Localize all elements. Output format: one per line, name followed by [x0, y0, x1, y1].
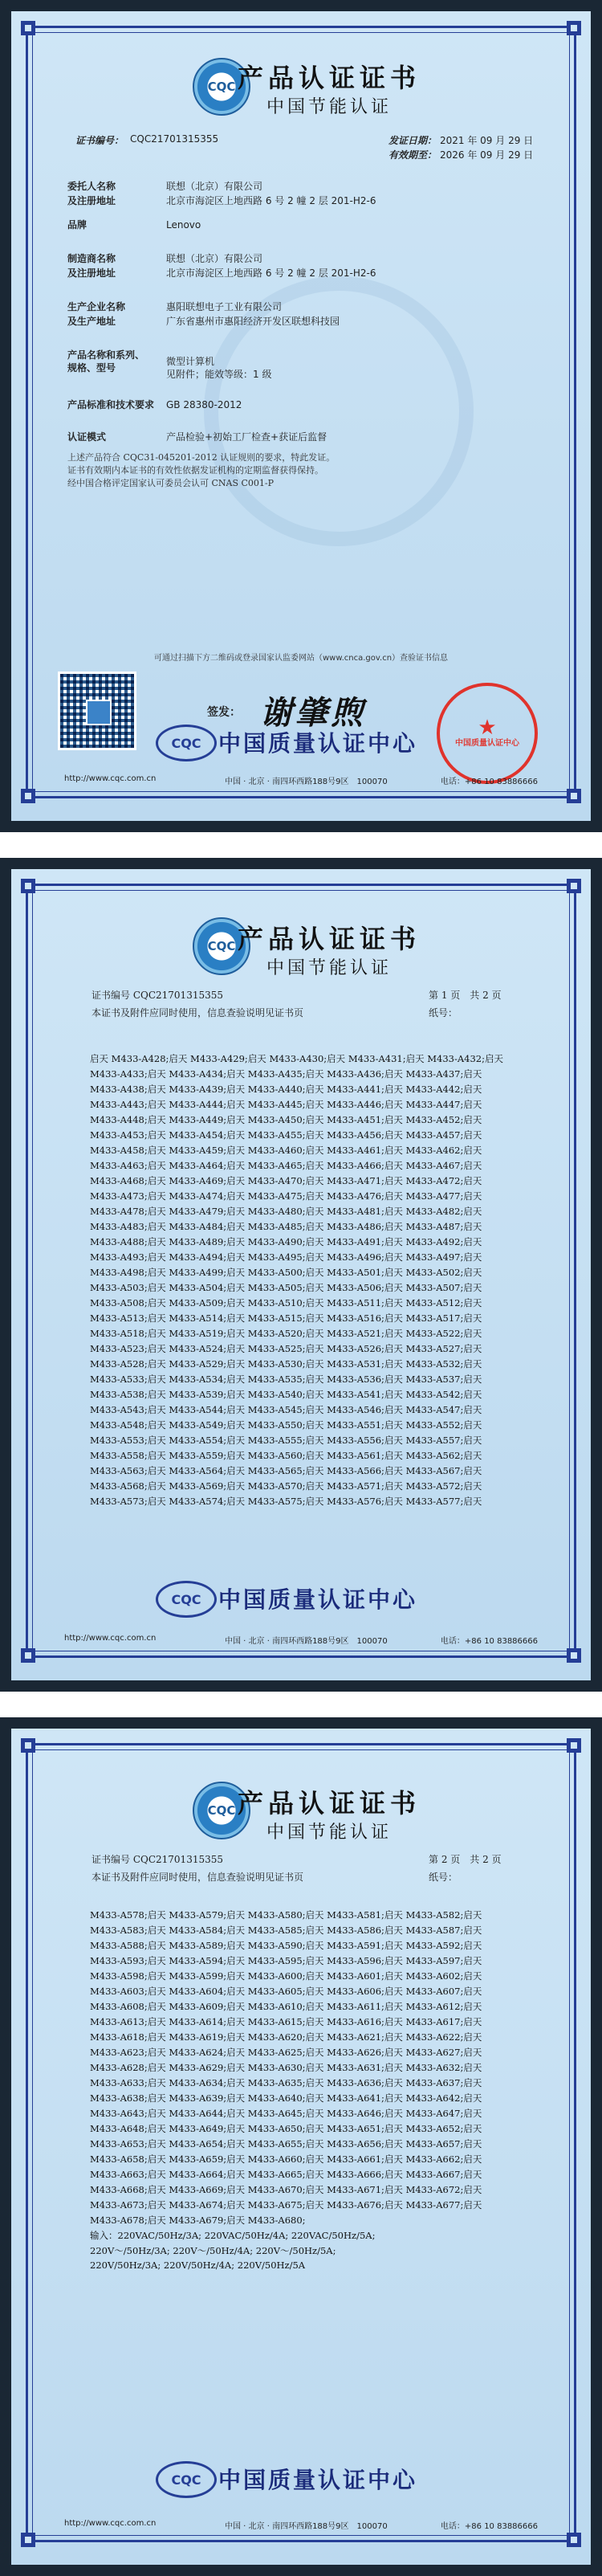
model-line: M433-A643;启天 M433-A644;启天 M433-A645;启天 M433-A646;启天 M433-A647;启天: [90, 2108, 482, 2119]
model-line: M433-A548;启天 M433-A549;启天 M433-A550;启天 M433-A551;启天 M433-A552;启天: [90, 1419, 482, 1431]
model-line: M433-A558;启天 M433-A559;启天 M433-A560;启天 M433-A561;启天 M433-A562;启天: [90, 1450, 482, 1461]
model-line: M433-A583;启天 M433-A584;启天 M433-A585;启天 M433-A586;启天 M433-A587;启天: [90, 1925, 482, 1936]
certificate-subtitle: 中国节能认证: [266, 1823, 392, 1843]
cqc-logo: CQC: [156, 1581, 217, 1618]
paper-number-label: 纸号：: [429, 1872, 458, 1883]
model-line: 输入：220VAC/50Hz/3A; 220VAC/50Hz/4A; 220VAC/50Hz/5A;: [90, 2230, 376, 2241]
corner-ornament: [567, 879, 581, 893]
cert-number-label: 证书编号：: [75, 135, 124, 146]
qr-code[interactable]: [58, 672, 136, 750]
field-value: 联想（北京）有限公司: [166, 253, 263, 264]
field-label: 委托人名称: [67, 181, 116, 192]
model-line: M433-A518;启天 M433-A519;启天 M433-A520;启天 M433-A521;启天 M433-A522;启天: [90, 1328, 482, 1339]
certificate-page: [0, 0, 602, 832]
model-line: M433-A483;启天 M433-A484;启天 M433-A485;启天 M433-A486;启天 M433-A487;启天: [90, 1221, 482, 1232]
footer-phone: 电话：+86 10 83886666: [440, 2522, 538, 2531]
model-line: M433-A578;启天 M433-A579;启天 M433-A580;启天 M433-A581;启天 M433-A582;启天: [90, 1909, 482, 1921]
field-label: 品牌: [67, 219, 87, 231]
field-label: 生产企业名称: [67, 301, 126, 312]
corner-ornament: [567, 21, 581, 35]
model-list: [90, 1052, 555, 1510]
model-line: M433-A458;启天 M433-A459;启天 M433-A460;启天 M433-A461;启天 M433-A462;启天: [90, 1145, 482, 1156]
field-value: 见附件；能效等级：1 级: [166, 369, 272, 380]
model-line: 启天 M433-A428;启天 M433-A429;启天 M433-A430;启天 M433-A431;启天 M433-A432;启天: [90, 1053, 503, 1064]
corner-ornament: [21, 879, 35, 893]
model-line: M433-A508;启天 M433-A509;启天 M433-A510;启天 M433-A511;启天 M433-A512;启天: [90, 1297, 482, 1308]
model-line: M433-A613;启天 M433-A614;启天 M433-A615;启天 M433-A616;启天 M433-A617;启天: [90, 2016, 482, 2027]
field-label: 产品标准和技术要求: [67, 399, 155, 410]
model-line: 220V/50Hz/3A; 220V/50Hz/4A; 220V/50Hz/5A: [90, 2260, 306, 2271]
footer-url[interactable]: http://www.cqc.com.cn: [64, 1634, 157, 1643]
certificate-sheet: [11, 11, 591, 821]
corner-ornament: [21, 21, 35, 35]
field-value: GB 28380-2012: [166, 399, 242, 410]
model-line: M433-A488;启天 M433-A489;启天 M433-A490;启天 M433-A491;启天 M433-A492;启天: [90, 1236, 482, 1247]
page-indicator: 第 1 页 共 2 页: [429, 990, 502, 1001]
corner-ornament: [567, 1738, 581, 1753]
corner-ornament: [21, 2533, 35, 2547]
footer-phone: 电话：+86 10 83886666: [440, 778, 538, 786]
model-line: M433-A623;启天 M433-A624;启天 M433-A625;启天 M433-A626;启天 M433-A627;启天: [90, 2047, 482, 2058]
field-value: 北京市海淀区上地西路 6 号 2 幢 2 层 201-H2-6: [166, 195, 376, 206]
issue-date: 2021 年 09 月 29 日: [440, 135, 534, 146]
model-line: M433-A473;启天 M433-A474;启天 M433-A475;启天 M433-A476;启天 M433-A477;启天: [90, 1190, 482, 1202]
model-line: M433-A593;启天 M433-A594;启天 M433-A595;启天 M433-A596;启天 M433-A597;启天: [90, 1955, 482, 1966]
model-line: M433-A658;启天 M433-A659;启天 M433-A660;启天 M433-A661;启天 M433-A662;启天: [90, 2153, 482, 2165]
model-line: M433-A603;启天 M433-A604;启天 M433-A605;启天 M433-A606;启天 M433-A607;启天: [90, 1986, 482, 1997]
emblem-text: CQC: [207, 1803, 236, 1818]
seal-star-icon: ★: [478, 716, 497, 740]
field-value: 产品检验+初始工厂检查+获证后监督: [166, 431, 327, 443]
corner-ornament: [567, 1648, 581, 1663]
model-line: M433-A463;启天 M433-A464;启天 M433-A465;启天 M433-A466;启天 M433-A467;启天: [90, 1160, 482, 1171]
certificate-subtitle: 中国节能认证: [266, 97, 392, 117]
field-label: 产品名称和系列、: [67, 349, 145, 361]
model-line: M433-A523;启天 M433-A524;启天 M433-A525;启天 M433-A526;启天 M433-A527;启天: [90, 1343, 482, 1354]
field-label: 规格、型号: [67, 362, 116, 374]
model-line: M433-A513;启天 M433-A514;启天 M433-A515;启天 M433-A516;启天 M433-A517;启天: [90, 1312, 482, 1324]
certificate-title: 产品认证证书: [237, 63, 421, 93]
model-line: M433-A673;启天 M433-A674;启天 M433-A675;启天 M433-A676;启天 M433-A677;启天: [90, 2199, 482, 2211]
field-value: 北京市海淀区上地西路 6 号 2 幢 2 层 201-H2-6: [166, 267, 376, 279]
model-line: M433-A538;启天 M433-A539;启天 M433-A540;启天 M433-A541;启天 M433-A542;启天: [90, 1389, 482, 1400]
emblem-text: CQC: [207, 939, 236, 953]
model-line: M433-A678;启天 M433-A679;启天 M433-A680;: [90, 2215, 306, 2226]
seal-text: 中国质量认证中心: [455, 739, 519, 748]
model-line: M433-A598;启天 M433-A599;启天 M433-A600;启天 M433-A601;启天 M433-A602;启天: [90, 1970, 482, 1982]
model-line: M433-A503;启天 M433-A504;启天 M433-A505;启天 M433-A506;启天 M433-A507;启天: [90, 1282, 482, 1293]
model-line: M433-A478;启天 M433-A479;启天 M433-A480;启天 M433-A481;启天 M433-A482;启天: [90, 1206, 482, 1217]
issue-date-label: 发证日期：: [388, 135, 437, 146]
field-label: 及生产地址: [67, 316, 116, 327]
model-line: M433-A543;启天 M433-A544;启天 M433-A545;启天 M433-A546;启天 M433-A547;启天: [90, 1404, 482, 1415]
footer-phone: 电话：+86 10 83886666: [440, 1637, 538, 1646]
paper-number-label: 纸号：: [429, 1007, 458, 1019]
issuer-name: 中国质量认证中心: [218, 730, 418, 757]
emblem-text: CQC: [207, 80, 236, 94]
model-line: M433-A608;启天 M433-A609;启天 M433-A610;启天 M433-A611;启天 M433-A612;启天: [90, 2001, 482, 2012]
model-line: M433-A663;启天 M433-A664;启天 M433-A665;启天 M433-A666;启天 M433-A667;启天: [90, 2169, 482, 2180]
compliance-note: 证书有效期内本证书的有效性依据发证机构的定期监督获得保持。: [67, 465, 323, 476]
model-line: M433-A668;启天 M433-A669;启天 M433-A670;启天 M433-A671;启天 M433-A672;启天: [90, 2184, 482, 2195]
cert-number: 证书编号 CQC21701315355: [92, 990, 223, 1001]
field-label: 认证模式: [67, 431, 107, 443]
model-line: M433-A573;启天 M433-A574;启天 M433-A575;启天 M433-A576;启天 M433-A577;启天: [90, 1496, 482, 1507]
model-line: M433-A453;启天 M433-A454;启天 M433-A455;启天 M433-A456;启天 M433-A457;启天: [90, 1129, 482, 1141]
attachment-sheet: [11, 869, 591, 1680]
official-seal: [437, 683, 538, 784]
model-line: M433-A468;启天 M433-A469;启天 M433-A470;启天 M433-A471;启天 M433-A472;启天: [90, 1175, 482, 1186]
model-line: M433-A498;启天 M433-A499;启天 M433-A500;启天 M433-A501;启天 M433-A502;启天: [90, 1267, 482, 1278]
corner-ornament: [21, 1738, 35, 1753]
model-line: M433-A588;启天 M433-A589;启天 M433-A590;启天 M433-A591;启天 M433-A592;启天: [90, 1940, 482, 1951]
model-line: M433-A493;启天 M433-A494;启天 M433-A495;启天 M433-A496;启天 M433-A497;启天: [90, 1251, 482, 1263]
field-value: 联想（北京）有限公司: [166, 181, 263, 192]
expiry-date: 2026 年 09 月 29 日: [440, 149, 534, 161]
model-line: M433-A648;启天 M433-A649;启天 M433-A650;启天 M433-A651;启天 M433-A652;启天: [90, 2123, 482, 2134]
attachment-page-1: [0, 858, 602, 1692]
corner-ornament: [567, 789, 581, 803]
field-value: Lenovo: [166, 219, 201, 231]
model-line: M433-A563;启天 M433-A564;启天 M433-A565;启天 M433-A566;启天 M433-A567;启天: [90, 1465, 482, 1476]
attachment-page-2: [0, 1717, 602, 2576]
usage-note: 本证书及附件应同时使用，信息查验说明见证书页: [92, 1007, 304, 1019]
model-line: M433-A633;启天 M433-A634;启天 M433-A635;启天 M433-A636;启天 M433-A637;启天: [90, 2077, 482, 2088]
model-line: M433-A653;启天 M433-A654;启天 M433-A655;启天 M433-A656;启天 M433-A657;启天: [90, 2138, 482, 2149]
compliance-note: 上述产品符合 CQC31-045201-2012 认证规则的要求，特此发证。: [67, 452, 336, 463]
field-label: 制造商名称: [67, 253, 116, 264]
model-line: 220V～/50Hz/3A; 220V～/50Hz/4A; 220V～/50Hz/5A;: [90, 2245, 336, 2256]
field-label: 及注册地址: [67, 267, 116, 279]
footer-url[interactable]: http://www.cqc.com.cn: [64, 774, 157, 783]
attachment-sheet: [11, 1729, 591, 2565]
model-line: M433-A443;启天 M433-A444;启天 M433-A445;启天 M433-A446;启天 M433-A447;启天: [90, 1099, 482, 1110]
model-line: M433-A528;启天 M433-A529;启天 M433-A530;启天 M433-A531;启天 M433-A532;启天: [90, 1358, 482, 1370]
issuer-name: 中国质量认证中心: [218, 2467, 418, 2493]
cqc-logo: CQC: [156, 725, 217, 761]
footer-url[interactable]: http://www.cqc.com.cn: [64, 2519, 157, 2528]
footer-address: 中国 · 北京 · 南四环西路188号9区 100070: [225, 2522, 388, 2531]
corner-ornament: [21, 1648, 35, 1663]
certificate-title: 产品认证证书: [237, 1788, 421, 1819]
usage-note: 本证书及附件应同时使用，信息查验说明见证书页: [92, 1872, 304, 1883]
model-line: M433-A618;启天 M433-A619;启天 M433-A620;启天 M433-A621;启天 M433-A622;启天: [90, 2031, 482, 2043]
footer-address: 中国 · 北京 · 南四环西路188号9区 100070: [225, 1637, 388, 1646]
model-line: M433-A553;启天 M433-A554;启天 M433-A555;启天 M433-A556;启天 M433-A557;启天: [90, 1435, 482, 1446]
model-line: M433-A533;启天 M433-A534;启天 M433-A535;启天 M433-A536;启天 M433-A537;启天: [90, 1374, 482, 1385]
corner-ornament: [567, 2533, 581, 2547]
model-line: M433-A433;启天 M433-A434;启天 M433-A435;启天 M433-A436;启天 M433-A437;启天: [90, 1068, 482, 1080]
expiry-date-label: 有效期至：: [388, 149, 437, 161]
field-value: 广东省惠州市惠阳经济开发区联想科技园: [166, 316, 340, 327]
signature: 谢肇煦: [260, 694, 366, 732]
model-line: M433-A568;启天 M433-A569;启天 M433-A570;启天 M433-A571;启天 M433-A572;启天: [90, 1480, 482, 1492]
model-line: M433-A628;启天 M433-A629;启天 M433-A630;启天 M433-A631;启天 M433-A632;启天: [90, 2062, 482, 2073]
cqc-logo: CQC: [156, 2461, 217, 2498]
certificate-title: 产品认证证书: [237, 924, 421, 954]
cert-number: 证书编号 CQC21701315355: [92, 1854, 223, 1865]
issuer-name: 中国质量认证中心: [218, 1586, 418, 1613]
field-value: 惠阳联想电子工业有限公司: [166, 301, 283, 312]
field-label: 及注册地址: [67, 195, 116, 206]
model-line: M433-A448;启天 M433-A449;启天 M433-A450;启天 M433-A451;启天 M433-A452;启天: [90, 1114, 482, 1125]
model-list: [90, 1909, 555, 2275]
field-value: 微型计算机: [166, 356, 215, 367]
certificate-subtitle: 中国节能认证: [266, 958, 392, 978]
model-line: M433-A438;启天 M433-A439;启天 M433-A440;启天 M433-A441;启天 M433-A442;启天: [90, 1084, 482, 1095]
cert-number: CQC21701315355: [130, 133, 219, 145]
corner-ornament: [21, 789, 35, 803]
signature-label: 签发：: [207, 706, 241, 719]
model-line: M433-A638;启天 M433-A639;启天 M433-A640;启天 M433-A641;启天 M433-A642;启天: [90, 2092, 482, 2104]
page-indicator: 第 2 页 共 2 页: [429, 1854, 502, 1865]
compliance-note: 经中国合格评定国家认可委员会认可 CNAS C001-P: [67, 478, 275, 488]
verify-instructions: 可通过扫描下方二维码或登录国家认监委网站（www.cnca.gov.cn）查验证书信息: [153, 654, 449, 663]
footer-address: 中国 · 北京 · 南四环西路188号9区 100070: [225, 778, 388, 786]
